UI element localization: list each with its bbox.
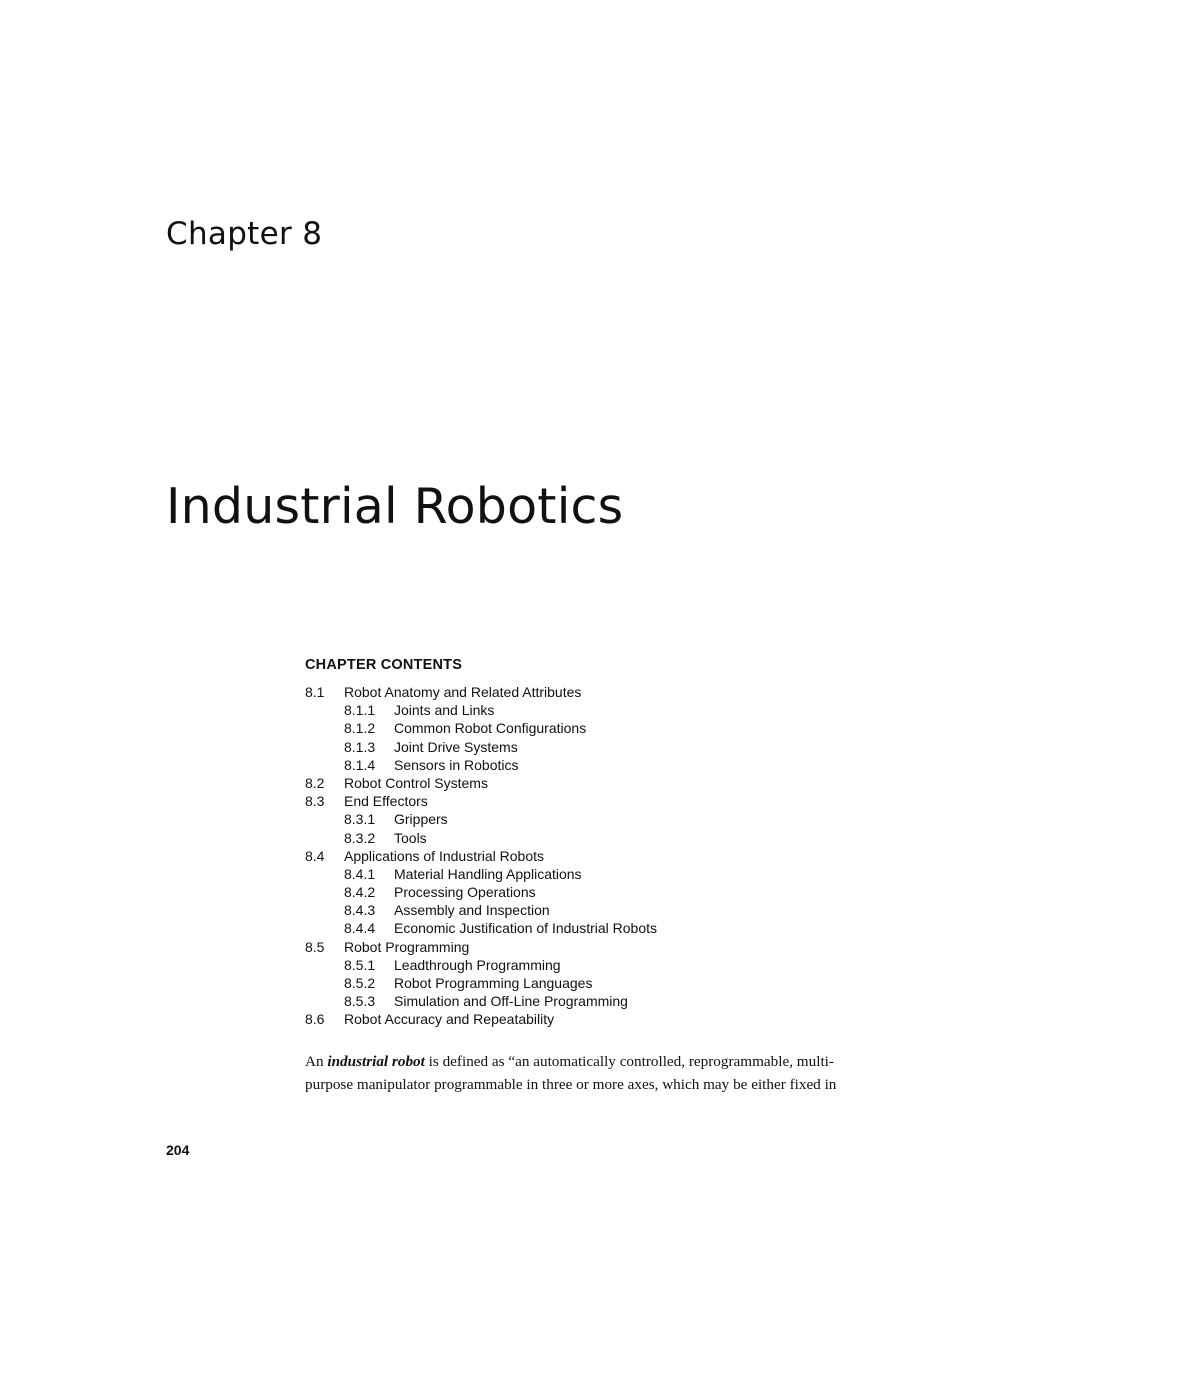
toc-number: 8.2 [305, 774, 325, 791]
toc-number: 8.5.3 [344, 993, 376, 1010]
body-line-1 [305, 1050, 945, 1073]
toc-title: Common Robot Configurations [394, 720, 587, 737]
body-paragraph [305, 1050, 945, 1096]
toc-number: 8.1.4 [344, 756, 376, 773]
toc-title: Assembly and Inspection [394, 902, 550, 919]
toc-item-8-5-1 [305, 956, 657, 974]
toc-title: Grippers [394, 811, 448, 828]
toc-item-8-3-1 [305, 810, 657, 828]
toc-number: 8.5 [305, 938, 325, 955]
toc-title: Robot Programming [344, 938, 470, 955]
toc-number: 8.1.3 [344, 738, 376, 755]
toc-item-8-3-2 [305, 829, 657, 847]
toc-item-8-5-3 [305, 992, 657, 1010]
toc-item-8-5 [305, 938, 657, 956]
toc-number: 8.3 [305, 793, 325, 810]
toc-title: Robot Programming Languages [394, 975, 593, 991]
toc-item-8-2 [305, 774, 657, 792]
toc-item-8-5-2 [305, 974, 657, 992]
toc-item-8-4 [305, 847, 657, 865]
toc-number: 8.3.2 [344, 829, 376, 846]
body-line-2: purpose manipulator programmable in three or more axes, which may be either fixed in [305, 1076, 837, 1093]
toc-title: Processing Operations [394, 884, 536, 901]
toc-item-8-4-1 [305, 865, 657, 883]
body-line-1-rest: is defined as “an automatically controlled, reprogrammable, multi- [424, 1053, 834, 1070]
toc-number: 8.4 [305, 847, 325, 864]
chapter-label: Chapter 8 [166, 216, 323, 252]
contents-heading: CHAPTER CONTENTS [305, 657, 463, 673]
toc-number: 8.4.4 [344, 920, 376, 937]
toc-title: Material Handling Applications [394, 865, 582, 882]
toc-title: Simulation and Off-Line Programming [394, 993, 628, 1010]
toc-title: Robot Anatomy and Related Attributes [344, 684, 582, 700]
toc-title: End Effectors [344, 793, 428, 810]
toc-title: Sensors in Robotics [394, 756, 519, 773]
toc-item-8-1-3 [305, 738, 657, 756]
page-number: 204 [166, 1142, 190, 1158]
toc-number: 8.1.2 [344, 720, 376, 737]
toc-number: 8.1 [305, 684, 325, 700]
toc-number: 8.6 [305, 1011, 325, 1028]
toc-list [305, 683, 657, 1029]
toc-item-8-1 [305, 683, 657, 701]
toc-item-8-4-4 [305, 919, 657, 937]
toc-item-8-1-4 [305, 756, 657, 774]
toc-item-8-1-2 [305, 719, 657, 737]
toc-item-8-4-2 [305, 883, 657, 901]
toc-item-8-6 [305, 1010, 657, 1028]
toc-number: 8.5.2 [344, 975, 376, 991]
toc-title: Robot Control Systems [344, 774, 488, 791]
toc-title: Tools [394, 829, 427, 846]
toc-number: 8.3.1 [344, 811, 376, 828]
toc-item-8-3 [305, 792, 657, 810]
toc-number: 8.5.1 [344, 956, 376, 973]
toc-number: 8.1.1 [344, 702, 376, 719]
toc-title: Joint Drive Systems [394, 738, 518, 755]
defined-term: industrial robot [327, 1053, 425, 1070]
toc-title: Economic Justification of Industrial Robots [394, 920, 658, 937]
toc-title: Applications of Industrial Robots [344, 847, 544, 864]
chapter-title: Industrial Robotics [166, 478, 624, 535]
chapter-contents [305, 657, 657, 1029]
body-intro: An [305, 1053, 328, 1070]
toc-number: 8.4.1 [344, 865, 376, 882]
toc-title: Leadthrough Programming [394, 956, 561, 973]
toc-number: 8.4.2 [344, 884, 376, 901]
toc-item-8-4-3 [305, 901, 657, 919]
toc-number: 8.4.3 [344, 902, 376, 919]
toc-title: Joints and Links [394, 702, 495, 719]
toc-title: Robot Accuracy and Repeatability [344, 1011, 555, 1028]
toc-item-8-1-1 [305, 701, 657, 719]
